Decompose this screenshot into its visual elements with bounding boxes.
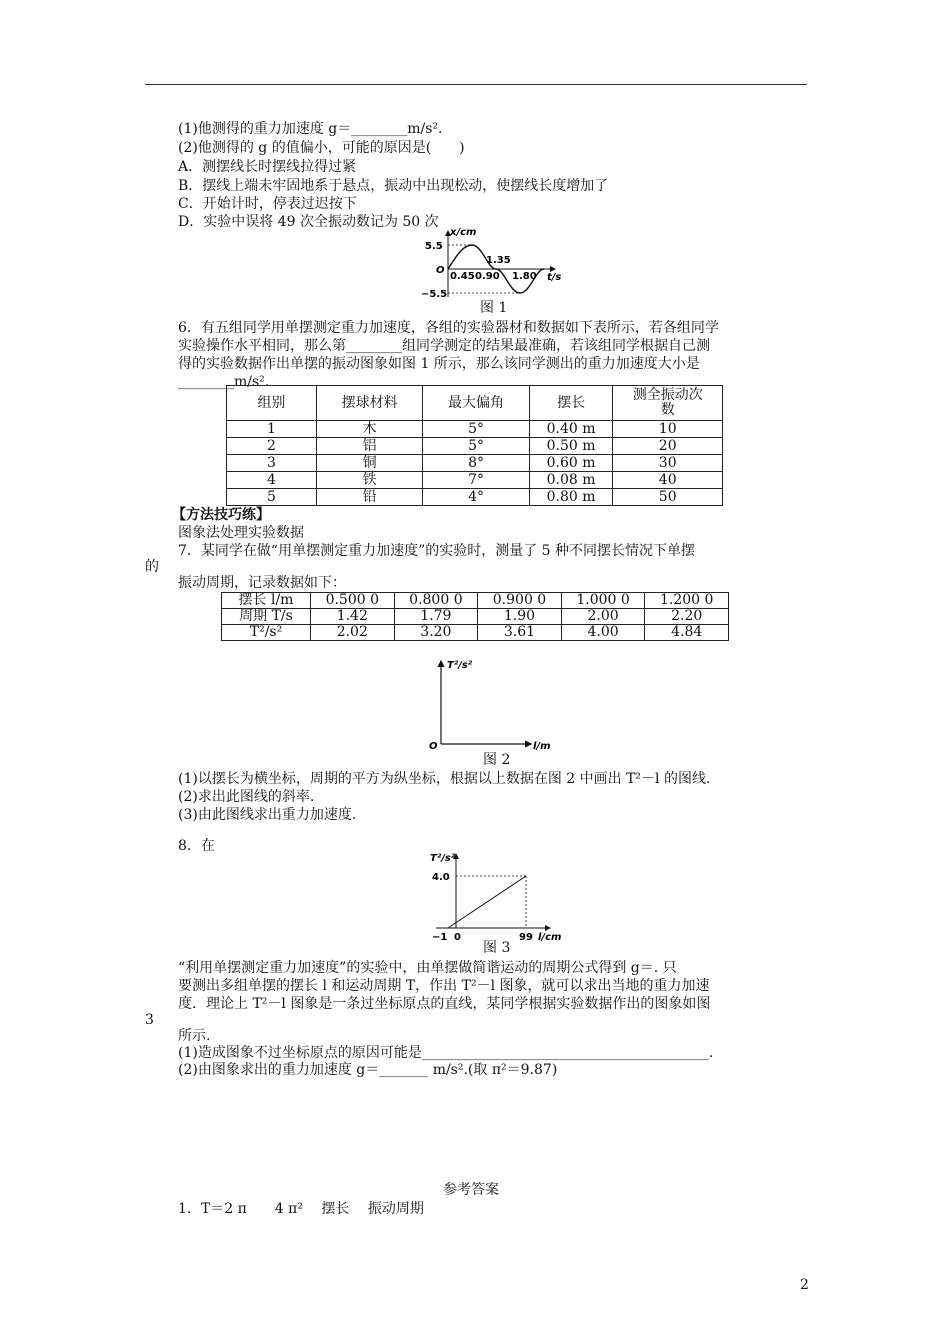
table-cell: 1.000 0 [561, 593, 645, 609]
table-row [222, 593, 729, 609]
table-cell: 2.00 [561, 609, 645, 625]
table-cell: 0.08 m [529, 472, 613, 489]
q5-sub1: (1)他测得的重力加速度 g＝________m/s². [178, 121, 443, 137]
table-cell: 0.900 0 [478, 593, 562, 609]
table-cell: 铁 [316, 472, 422, 489]
table-cell: 4° [423, 489, 529, 506]
fig3-x-neg: −1 [432, 932, 448, 943]
q5-option-c: C．开始计时，停表过迟按下 [178, 196, 357, 212]
table-cell: 0.800 0 [394, 593, 478, 609]
page-number: 2 [800, 1277, 809, 1293]
q6-line2: 实验操作水平相同，那么第________组同学测定的结果最准确，若该组同学根据自己测 [178, 338, 710, 354]
q8-line3: 度．理论上 T²－l 图象是一条过坐标原点的直线，某同学根据实验数据作出的图象如图 [178, 996, 711, 1012]
q8-sub2: (2)由图象求出的重力加速度 g＝_______ m/s².(取 π²＝9.87) [178, 1062, 558, 1078]
figure-1 [420, 225, 565, 310]
row-label: 周期 T/s [222, 609, 311, 625]
q5-option-a: A．测摆线长时摆线拉得过紧 [178, 159, 357, 175]
header-rule [145, 84, 807, 85]
answer-1: 1．T＝2 π 4 π² 摆长 振动周期 [178, 1201, 424, 1217]
table-row [222, 625, 729, 641]
fig1-y-bottom: −5.5 [421, 289, 448, 300]
table-cell: 1 [227, 421, 317, 438]
table-row [227, 455, 723, 472]
table-cell: 铝 [316, 438, 422, 455]
header-line: 测全振动次 [632, 387, 703, 403]
table-cell: 4.00 [561, 625, 645, 641]
table-cell: 2.02 [311, 625, 395, 641]
row-label: 摆长 l/m [222, 593, 311, 609]
fig1-t2: 0.90 [475, 271, 500, 282]
q7-sub3: (3)由此图线求出重力加速度. [178, 807, 357, 823]
fig3-line [448, 876, 526, 928]
table-cell: 40 [613, 472, 723, 489]
table-cell: 4 [227, 472, 317, 489]
table-row [222, 609, 729, 625]
q5-option-b: B．摆线上端未牢固地系于悬点，振动中出现松动，使摆线长度增加了 [178, 178, 609, 194]
table-header: 组别 [227, 386, 317, 421]
table-cell: 0.50 m [529, 438, 613, 455]
table-cell: 铜 [316, 455, 422, 472]
q7-table [221, 592, 729, 641]
figure-3 [418, 850, 568, 945]
table-cell: 8° [423, 455, 529, 472]
table-cell: 50 [613, 489, 723, 506]
q6-line1: 6．有五组同学用单摆测定重力加速度，各组的实验器材和数据如下表所示，若各组同学 [178, 320, 719, 336]
table-header: 最大偏角 [423, 386, 529, 421]
fig1-x-label: t/s [547, 272, 562, 283]
table-cell: 2 [227, 438, 317, 455]
q8-line1: “利用单摆测定重力加速度”的实验中，由单摆做简谐运动的周期公式得到 g＝. 只 [178, 960, 677, 976]
q6-line3: 得的实验数据作出单摆的振动图象如图 1 所示，那么该同学测出的重力加速度大小是 [178, 356, 700, 372]
table-header: 摆长 [529, 386, 613, 421]
fig2-x-label: l/m [533, 741, 551, 752]
q7-line2: 振动周期，记录数据如下： [178, 575, 346, 591]
q8-intro: 8．在 [178, 838, 215, 854]
table-cell: 1.90 [478, 609, 562, 625]
table-cell: 4.84 [645, 625, 729, 641]
table-cell: 0.60 m [529, 455, 613, 472]
q6-table [226, 385, 723, 506]
fig1-y-label: x/cm [450, 227, 477, 238]
table-cell: 20 [613, 438, 723, 455]
fig3-x-label: l/cm [538, 932, 562, 943]
q8-line4: 所示. [178, 1028, 211, 1044]
method-subtitle: 图象法处理实验数据 [178, 525, 304, 541]
fig2-caption: 图 2 [483, 752, 511, 768]
table-cell: 0.40 m [529, 421, 613, 438]
fig3-x-value: 99 [519, 932, 533, 943]
fig1-t1: 0.45 [450, 271, 475, 282]
table-cell: 0.500 0 [311, 593, 395, 609]
header-line: 数 [660, 402, 675, 418]
table-cell: 铅 [316, 489, 422, 506]
q5-option-d: D．实验中误将 49 次全振动数记为 50 次 [178, 214, 439, 230]
q6-line4: ________m/s². [178, 374, 270, 390]
table-row [227, 421, 723, 438]
figure-2 [425, 655, 565, 753]
answers-title: 参考答案 [443, 1182, 499, 1198]
fig2-y-label: T²/s² [447, 660, 473, 671]
fig1-y-top: 5.5 [425, 241, 443, 252]
q7-line1: 7．某同学在做“用单摆测定重力加速度”的实验时，测量了 5 种不同摆长情况下单摆 [178, 543, 696, 559]
table-cell: 7° [423, 472, 529, 489]
table-cell: 1.79 [394, 609, 478, 625]
fig1-t4: 1.80 [512, 271, 537, 282]
table-cell: 1.42 [311, 609, 395, 625]
table-cell: 木 [316, 421, 422, 438]
table-cell: 1.200 0 [645, 593, 729, 609]
q7-line1-wrap: 的 [145, 559, 159, 575]
table-header [613, 386, 723, 421]
fig3-y-label: T²/s² [430, 853, 456, 864]
table-cell: 0.80 m [529, 489, 613, 506]
table-cell: 5 [227, 489, 317, 506]
fig2-origin: O [429, 741, 438, 752]
fig3-y-value: 4.0 [432, 872, 450, 883]
table-row [227, 472, 723, 489]
fig1-origin: O [436, 265, 445, 276]
q8-line3-wrap: 3 [145, 1012, 154, 1028]
q7-sub1: (1)以摆长为横坐标，周期的平方为纵坐标，根据以上数据在图 2 中画出 T²－l 的图线. [178, 771, 711, 787]
table-header-row [227, 386, 723, 421]
table-header: 摆球材料 [316, 386, 422, 421]
table-cell: 3 [227, 455, 317, 472]
q8-sub1: (1)造成图象不过坐标原点的原因可能是_________________________________________. [178, 1045, 714, 1061]
method-title: 【方法技巧练】 [172, 507, 270, 523]
q8-line2: 要测出多组单摆的摆长 l 和运动周期 T，作出 T²－l 图象，就可以求出当地的重力加速 [178, 978, 710, 994]
row-label: T²/s² [222, 625, 311, 641]
table-cell: 3.61 [478, 625, 562, 641]
table-cell: 30 [613, 455, 723, 472]
q5-sub2: (2)他测得的 g 的值偏小，可能的原因是( ) [178, 140, 465, 156]
table-cell: 10 [613, 421, 723, 438]
fig1-t3: 1.35 [486, 255, 511, 266]
table-cell: 5° [423, 438, 529, 455]
q7-sub2: (2)求出此图线的斜率. [178, 789, 315, 805]
table-cell: 5° [423, 421, 529, 438]
table-cell: 2.20 [645, 609, 729, 625]
table-row [227, 489, 723, 506]
table-row [227, 438, 723, 455]
fig1-caption: 图 1 [480, 300, 508, 316]
fig3-x-zero: 0 [454, 932, 461, 943]
table-cell: 3.20 [394, 625, 478, 641]
fig3-caption: 图 3 [483, 940, 511, 956]
